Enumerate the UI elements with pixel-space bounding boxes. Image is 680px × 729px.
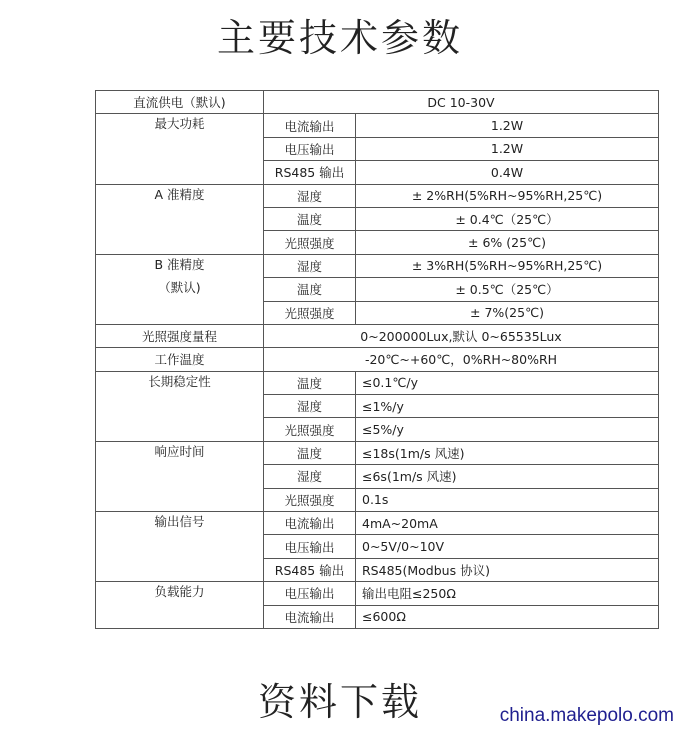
sub-label-cell: 湿度 xyxy=(264,254,356,277)
section-title-downloads: 资料下载 xyxy=(257,680,422,724)
value-cell: RS485(Modbus 协议) xyxy=(356,558,659,581)
sub-label-cell: 光照强度 xyxy=(264,231,356,254)
sub-label-cell: 湿度 xyxy=(264,184,356,207)
value-cell: ± 7%(25℃) xyxy=(356,301,659,324)
param-cell: 输出信号 xyxy=(96,512,264,582)
param-cell: 长期稳定性 xyxy=(96,371,264,441)
param-cell: 直流供电（默认) xyxy=(96,91,264,114)
table-row xyxy=(96,371,659,394)
value-cell: ± 0.5℃（25℃） xyxy=(356,278,659,301)
value-cell: ≤1%/y xyxy=(356,395,659,418)
table-row xyxy=(96,512,659,535)
sub-label-cell: 温度 xyxy=(264,441,356,464)
value-cell: ≤600Ω xyxy=(356,605,659,628)
value-cell: ± 2%RH(5%RH~95%RH,25℃) xyxy=(356,184,659,207)
value-cell: ≤0.1℃/y xyxy=(356,371,659,394)
sub-label-cell: 湿度 xyxy=(264,465,356,488)
sub-label-cell: RS485 输出 xyxy=(264,161,356,184)
value-cell: ± 0.4℃（25℃） xyxy=(356,207,659,230)
sub-label-cell: 光照强度 xyxy=(264,418,356,441)
table-row xyxy=(96,254,659,277)
value-cell: ≤6s(1m/s 风速) xyxy=(356,465,659,488)
sub-label-cell: 湿度 xyxy=(264,395,356,418)
sub-label-cell: 电压输出 xyxy=(264,535,356,558)
param-cell: A 准精度 xyxy=(96,184,264,254)
sub-label-cell: 电流输出 xyxy=(264,114,356,137)
value-cell: ± 6% (25℃) xyxy=(356,231,659,254)
param-cell xyxy=(96,254,264,324)
sub-label-cell: 电流输出 xyxy=(264,605,356,628)
param-cell: 响应时间 xyxy=(96,441,264,511)
value-cell: 0~200000Lux,默认 0~65535Lux xyxy=(264,324,659,347)
param-cell: 工作温度 xyxy=(96,348,264,371)
table-row xyxy=(96,348,659,371)
value-cell: 1.2W xyxy=(356,137,659,160)
param-cell: 负载能力 xyxy=(96,582,264,629)
table-row xyxy=(96,441,659,464)
value-cell: 4mA~20mA xyxy=(356,512,659,535)
watermark: china.makepolo.com xyxy=(499,705,674,726)
value-cell: ± 3%RH(5%RH~95%RH,25℃) xyxy=(356,254,659,277)
param-line-2: （默认) xyxy=(158,279,201,295)
page-title: 主要技术参数 xyxy=(216,16,463,60)
value-cell: 0.1s xyxy=(356,488,659,511)
param-cell: 最大功耗 xyxy=(96,114,264,184)
sub-label-cell: 电压输出 xyxy=(264,137,356,160)
sub-label-cell: 温度 xyxy=(264,371,356,394)
sub-label-cell: RS485 输出 xyxy=(264,558,356,581)
table-row xyxy=(96,114,659,137)
value-cell: 1.2W xyxy=(356,114,659,137)
value-cell: ≤18s(1m/s 风速) xyxy=(356,441,659,464)
table-row xyxy=(96,324,659,347)
table-row xyxy=(96,184,659,207)
sub-label-cell: 温度 xyxy=(264,278,356,301)
sub-label-cell: 电流输出 xyxy=(264,512,356,535)
sub-label-cell: 光照强度 xyxy=(264,301,356,324)
param-cell: 光照强度量程 xyxy=(96,324,264,347)
value-cell: 0.4W xyxy=(356,161,659,184)
spec-table xyxy=(95,90,659,629)
sub-label-cell: 温度 xyxy=(264,207,356,230)
table-row xyxy=(96,582,659,605)
value-cell: DC 10-30V xyxy=(264,91,659,114)
value-cell: 输出电阻≤250Ω xyxy=(356,582,659,605)
value-cell: -20℃~+60℃，0%RH~80%RH xyxy=(264,348,659,371)
value-cell: ≤5%/y xyxy=(356,418,659,441)
sub-label-cell: 光照强度 xyxy=(264,488,356,511)
value-cell: 0~5V/0~10V xyxy=(356,535,659,558)
table-row xyxy=(96,91,659,114)
param-line-1: B 准精度 xyxy=(154,256,205,272)
sub-label-cell: 电压输出 xyxy=(264,582,356,605)
